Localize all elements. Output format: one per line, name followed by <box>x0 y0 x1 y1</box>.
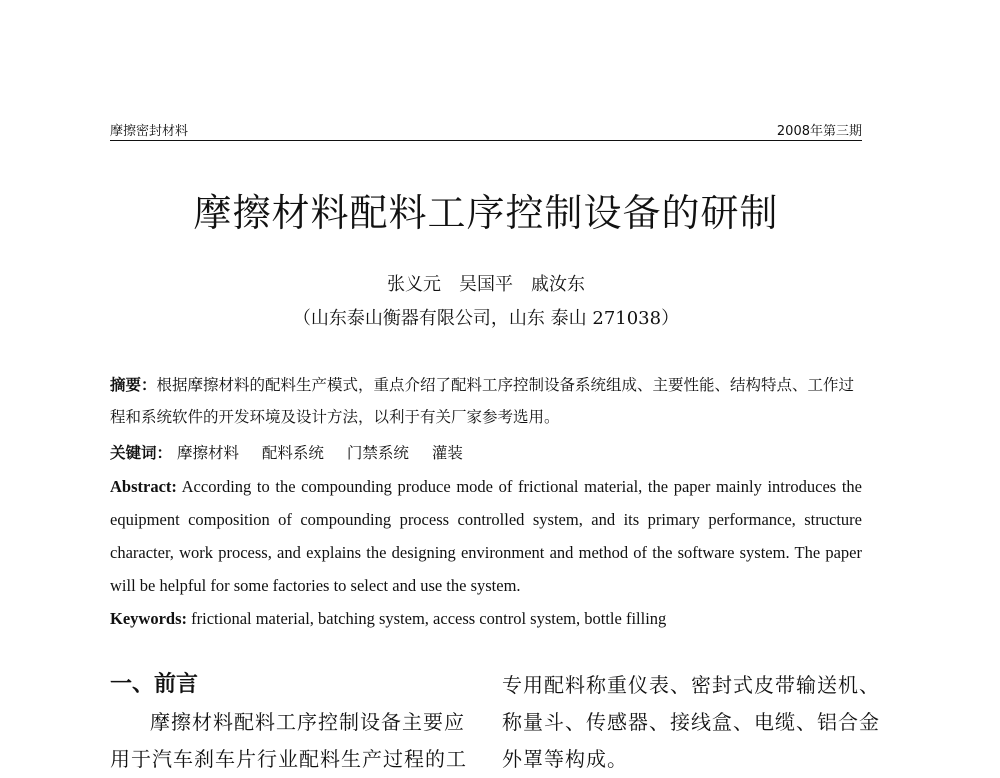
affiliation: （山东泰山衡器有限公司，山东 泰山 271038） <box>292 308 680 329</box>
abstract-en <box>110 470 862 602</box>
paper-title: 摩擦材料配料工序控制设备的研制 <box>193 191 779 235</box>
keywords-cn-label: 关键词： <box>110 444 173 462</box>
keyword-cn: 灌装 <box>431 444 463 462</box>
keywords-en <box>110 602 862 635</box>
abstract-en-text: According to the compounding produce mode of frictional material, the paper mainly introduces the equipment composition of compounding process controlled system, and its primary performance, structure character, work process, and explains the designing environment and method of the software system. The paper will be helpful for some factories to select and use the system. <box>110 477 862 595</box>
body-line: 摩擦材料配料工序控制设备主要应 <box>150 710 465 734</box>
left-column-text <box>110 704 480 778</box>
abstract-cn-label: 摘要： <box>110 376 157 394</box>
right-column-text <box>502 667 880 778</box>
running-header <box>110 118 862 141</box>
body-line: 用于汽车刹车片行业配料生产过程的工 <box>110 747 467 771</box>
keyword-cn: 门禁系统 <box>346 444 409 462</box>
abstract-en-label: Abstract: <box>110 477 177 496</box>
keyword-cn: 配料系统 <box>261 444 324 462</box>
keyword-cn: 摩擦材料 <box>176 444 239 462</box>
abstract-cn <box>110 369 862 433</box>
authors: 张义元 吴国平 戚汝东 <box>387 274 585 295</box>
journal-name: 摩擦密封材料 <box>110 124 189 139</box>
body-line: 专用配料称重仪表、密封式皮带输送机、 <box>502 673 880 697</box>
body-line: 称量斗、传感器、接线盒、电缆、铝合金 <box>502 710 880 734</box>
keywords-cn <box>110 437 862 469</box>
keywords-en-text: frictional material, batching system, access control system, bottle filling <box>191 609 667 628</box>
abstract-cn-text: 根据摩擦材料的配料生产模式，重点介绍了配料工序控制设备系统组成、主要性能、结构特点、工作过程和系统软件的开发环境及设计方法，以利于有关厂家参考选用。 <box>110 376 855 426</box>
issue-label: 2008年第三期 <box>776 124 862 139</box>
keywords-en-label: Keywords: <box>110 609 187 628</box>
body-line: 外罩等构成。 <box>502 747 628 771</box>
section-heading: 一、前言 <box>110 672 199 697</box>
